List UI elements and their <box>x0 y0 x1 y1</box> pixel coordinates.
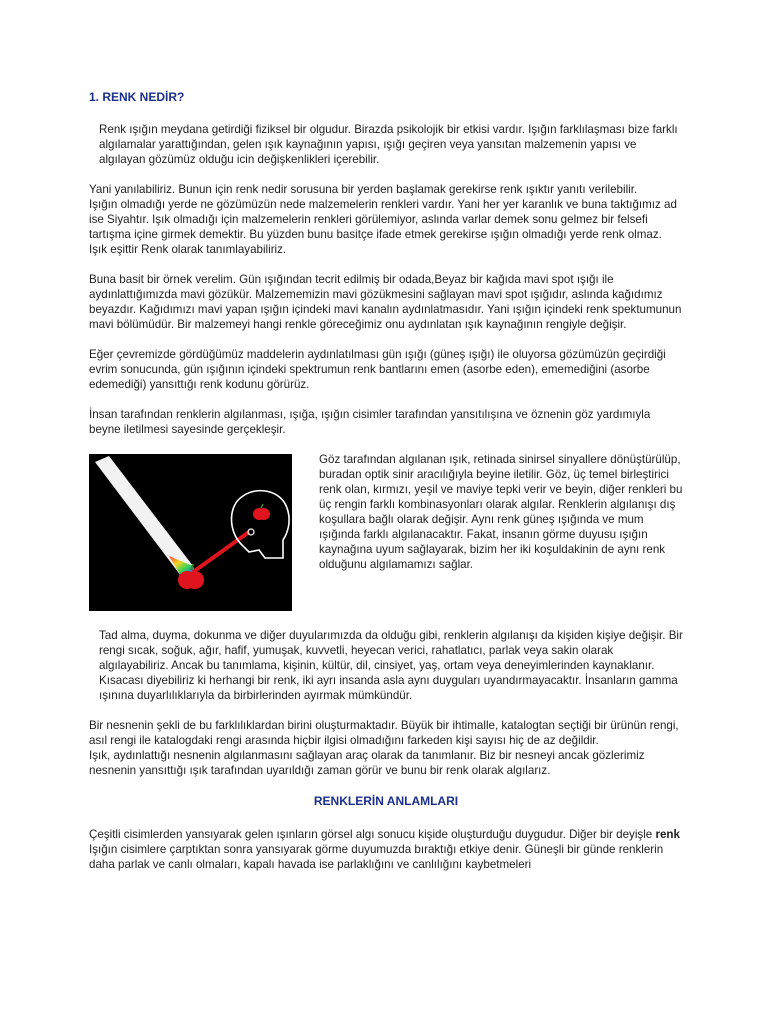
light-beam-apple-head-graphic <box>89 454 292 611</box>
paragraph-9-part-2: Işığın cisimlere çarptıktan sonra yansıyarak görme duyumuzda bıraktığı etkiye denir. Güneşli bir günde renklerin daha parlak ve canlı olmaları, kapalı havada ise parlaklığını ve canlılığını kaybetmeleri <box>89 843 664 871</box>
paragraph-4: Eğer çevremizde gördüğümüz maddelerin aydınlatılması gün ışığı (güneş ışığı) ile oluyorsa gözümüzün geçirdiği evrim sonucunda, gün ışığının içindeki spektrumun renk bantlarını emen (asorbe eden), ememediğini (asorbe edemediği) yansıttığı renk kodunu görürüz. <box>89 348 666 391</box>
paragraph-1: Renk ışığın meydana getirdiği fiziksel bir olgudur. Birazda psikolojik bir etkisi vardır. Işığın farklılaşması bize farklı algılamalar yarattığından, gelen ışık kaynağının yapısı, ışığı geçiren veya yansıtan malzemenin yapısı ve algılayan gözümüz olduğu icin değişkenlikleri içerebilir. <box>99 123 678 166</box>
eye-perception-illustration <box>89 454 292 611</box>
paragraph-9-part-1: Çeşitli cisimlerden yansıyarak gelen ışınların görsel algı sonucu kişide oluşturduğu duygudur. Diğer bir deyişle <box>89 828 656 841</box>
figure-row <box>89 452 683 614</box>
figure-caption-text <box>305 452 683 572</box>
paragraph-6: Göz tarafından algılanan ışık, retinada sinirsel sinyallere dönüştürülüp, buradan optik sinir aracılığıyla beyine iletilir. Göz, üç temel birleştirici renk olan, kırmızı, yeşil ve maviye tepki verir ve beyin, diğer renkleri bu üç rengin farklı kombinasyonları olarak algılar. Renklerin algılanışı dış koşullara bağlı olarak değişir. Aynı renk güneş ışığında ve mum ışığında farklı algılanacaktır. Fakat, insanın görme duyusu ışığın kaynağına uyum sağlayarak, bizim her iki koşuldakinin de aynı renk olduğunu algılamamızı sağlar. <box>319 453 683 571</box>
paragraph-3: Buna basit bir örnek verelim. Gün ışığından tecrit edilmiş bir odada,Beyaz bir kağıda mavi spot ışığı ile aydınlattığımızda mavi gözükür. Malzememizin mavi gözükmesini sağlayan mavi spot ışığıdır, aslında kağıdımız beyazdır. Kağıdımızı mavi yapan ışığın içindeki mavi kanalın aydınlatmasıdır. Yani ışığın içindeki renk spektumunun mavi bölümüdür. Bir malzemeyi hangi renkle göreceğimiz onu aydınlatan ışık kaynağının rengiyle değişir. <box>89 273 682 331</box>
section-heading-renk-nedir: 1. RENK NEDİR? <box>89 90 185 104</box>
section-heading-renklerin-anlamlari: RENKLERİN ANLAMLARI <box>313 794 459 808</box>
paragraph-9 <box>89 827 683 872</box>
paragraph-8b: Işık, aydınlattığı nesnenin algılanmasını sağlayan araç olarak da tanımlanır. Biz bir nesneyi ancak gözlerimiz nesnenin yansıttığı ışık tarafından uyarıldığı zaman görür ve bunu bir renk olarak algılarız. <box>89 749 645 777</box>
document-body <box>89 90 683 887</box>
paragraph-5: İnsan tarafından renklerin algılanması, ışığa, ışığın cisimler tarafından yansıtılışına ve öznenin göz yardımıyla beyne iletilmesi sayesinde gerçekleşir. <box>89 408 651 436</box>
paragraph-7: Tad alma, duyma, dokunma ve diğer duyularımızda da olduğu gibi, renklerin algılanışı da kişiden kişiye değişir. Bir rengi sıcak, soğuk, ağır, hafif, yumuşak, kuvvetli, heyecan verici, rahatlatıcı, parlak veya sakin olarak algılayabiliriz. Ancak bu tanımlama, kişinin, kültür, dil, cinsiyet, yaş, ortam veya deneyimlerinden kaynaklanır. Kısacası diyebiliriz ki herhangi bir renk, iki ayrı insanda asla aynı duyguları uyandırmayacaktır. İnsanların gamma ışınına duyarlılıklarıyla da birbirlerinden ayırmak mümkündür. <box>99 629 683 702</box>
paragraph-2a: Yani yanılabiliriz. Bunun için renk nedir sorusuna bir yerden başlamak gerekirse renk ışıktır yanıtı verilebilir. <box>89 183 638 196</box>
paragraph-2b: Işığın olmadığı yerde ne gözümüzün nede malzemelerin renkleri vardır. Yani her yer karanlık ve buna taktığımız ad ise Siyahtır. Işık olmadığı için malzemelerin renkleri görülemiyor, aslında varlar demek sonu gelmez bir felsefi tartışma içine girmek demektir. Bu yüzden bunu basitçe ifade etmek gerekirse ışığın olmadığı yerde renk olmaz. Işık eşittir Renk olarak tanımlayabiliriz. <box>89 198 677 256</box>
keyword-renk: renk <box>655 828 680 841</box>
paragraph-8a: Bir nesnenin şekli de bu farklılıklardan birini oluşturmaktadır. Büyük bir ihtimalle, katalogtan seçtiği bir ürünün rengi, asıl rengi ile katalogdaki rengi arasında hiçbir ilgisi olmadığını farkeden kişi sayısı hiç de az değildir. <box>89 719 679 747</box>
